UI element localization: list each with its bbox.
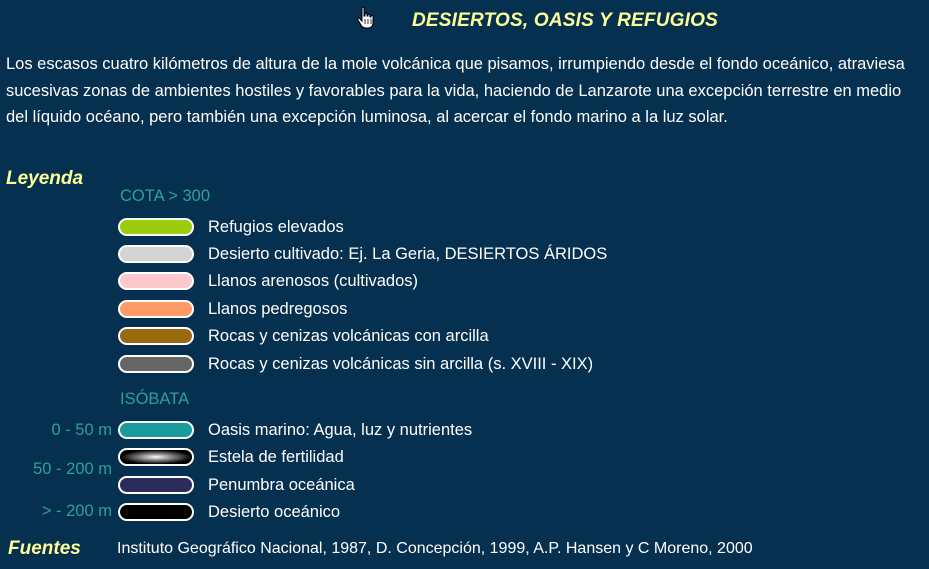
legend-item-llanos-pedregosos bbox=[118, 299, 347, 319]
sources-title: Fuentes bbox=[8, 538, 81, 559]
legend-item-label: Penumbra oceánica bbox=[208, 475, 355, 494]
legend-item-label: Llanos pedregosos bbox=[208, 299, 348, 318]
legend-item-llanos-arenosos bbox=[118, 271, 418, 291]
cota-label: COTA > 300 bbox=[120, 187, 211, 205]
page-title: DESIERTOS, OASIS Y REFUGIOS bbox=[412, 10, 718, 31]
isobata-label: ISÓBATA bbox=[120, 390, 190, 408]
legend-item-refugios bbox=[118, 217, 344, 237]
legend-swatch bbox=[118, 421, 194, 439]
legend-swatch bbox=[118, 476, 194, 494]
legend-swatch bbox=[118, 300, 194, 318]
legend-item-label: Rocas y cenizas volcánicas con arcilla bbox=[208, 326, 489, 345]
legend-swatch bbox=[118, 272, 194, 290]
legend-item-penumbra bbox=[118, 475, 355, 495]
legend-title: Leyenda bbox=[6, 168, 84, 189]
legend-item-label: Estela de fertilidad bbox=[208, 447, 344, 466]
depth-label: 50 - 200 m bbox=[33, 460, 112, 478]
legend-item-rocas-con-arcilla bbox=[118, 326, 489, 346]
legend-item-label: Desierto cultivado: Ej. La Geria, DESIERTOS ÁRIDOS bbox=[208, 244, 608, 263]
legend-item-label: Desierto oceánico bbox=[208, 502, 341, 521]
legend-swatch bbox=[118, 327, 194, 345]
legend-swatch bbox=[118, 218, 194, 236]
legend-item-estela-fertilidad bbox=[118, 447, 344, 467]
legend-item-label: Rocas y cenizas volcánicas sin arcilla (s. XVIII - XIX) bbox=[208, 354, 594, 373]
depth-label: 0 - 50 m bbox=[51, 421, 112, 439]
legend-item-desierto-oceanico bbox=[118, 502, 340, 522]
legend-swatch bbox=[118, 245, 194, 263]
hand-pointer-icon bbox=[356, 6, 376, 30]
legend-item-label: Llanos arenosos (cultivados) bbox=[208, 271, 419, 290]
legend-item-oasis-marino bbox=[118, 420, 472, 440]
legend-swatch bbox=[118, 503, 194, 521]
legend-item-rocas-sin-arcilla bbox=[118, 354, 593, 374]
sources-text: Instituto Geográfico Nacional, 1987, D. Concepción, 1999, A.P. Hansen y C Moreno, 2000 bbox=[117, 540, 753, 557]
legend-item-label: Oasis marino: Agua, luz y nutrientes bbox=[208, 420, 473, 439]
legend-swatch-gradient bbox=[118, 448, 194, 466]
legend-item-desierto-cultivado bbox=[118, 244, 607, 264]
legend-swatch bbox=[118, 355, 194, 373]
depth-label: > - 200 m bbox=[41, 502, 112, 520]
intro-paragraph: Los escasos cuatro kilómetros de altura de la mole volcánica que pisamos, irrumpiendo desde el fondo oceánico, atraviesa sucesivas zonas de ambientes hostiles y favorables para la vida, haciendo de Lanzarote una excepción terrestre en medio del líquido océano, pero también una excepción luminosa, al acercar el fondo marino a la luz solar. bbox=[6, 55, 905, 126]
legend-item-label: Refugios elevados bbox=[208, 217, 344, 236]
